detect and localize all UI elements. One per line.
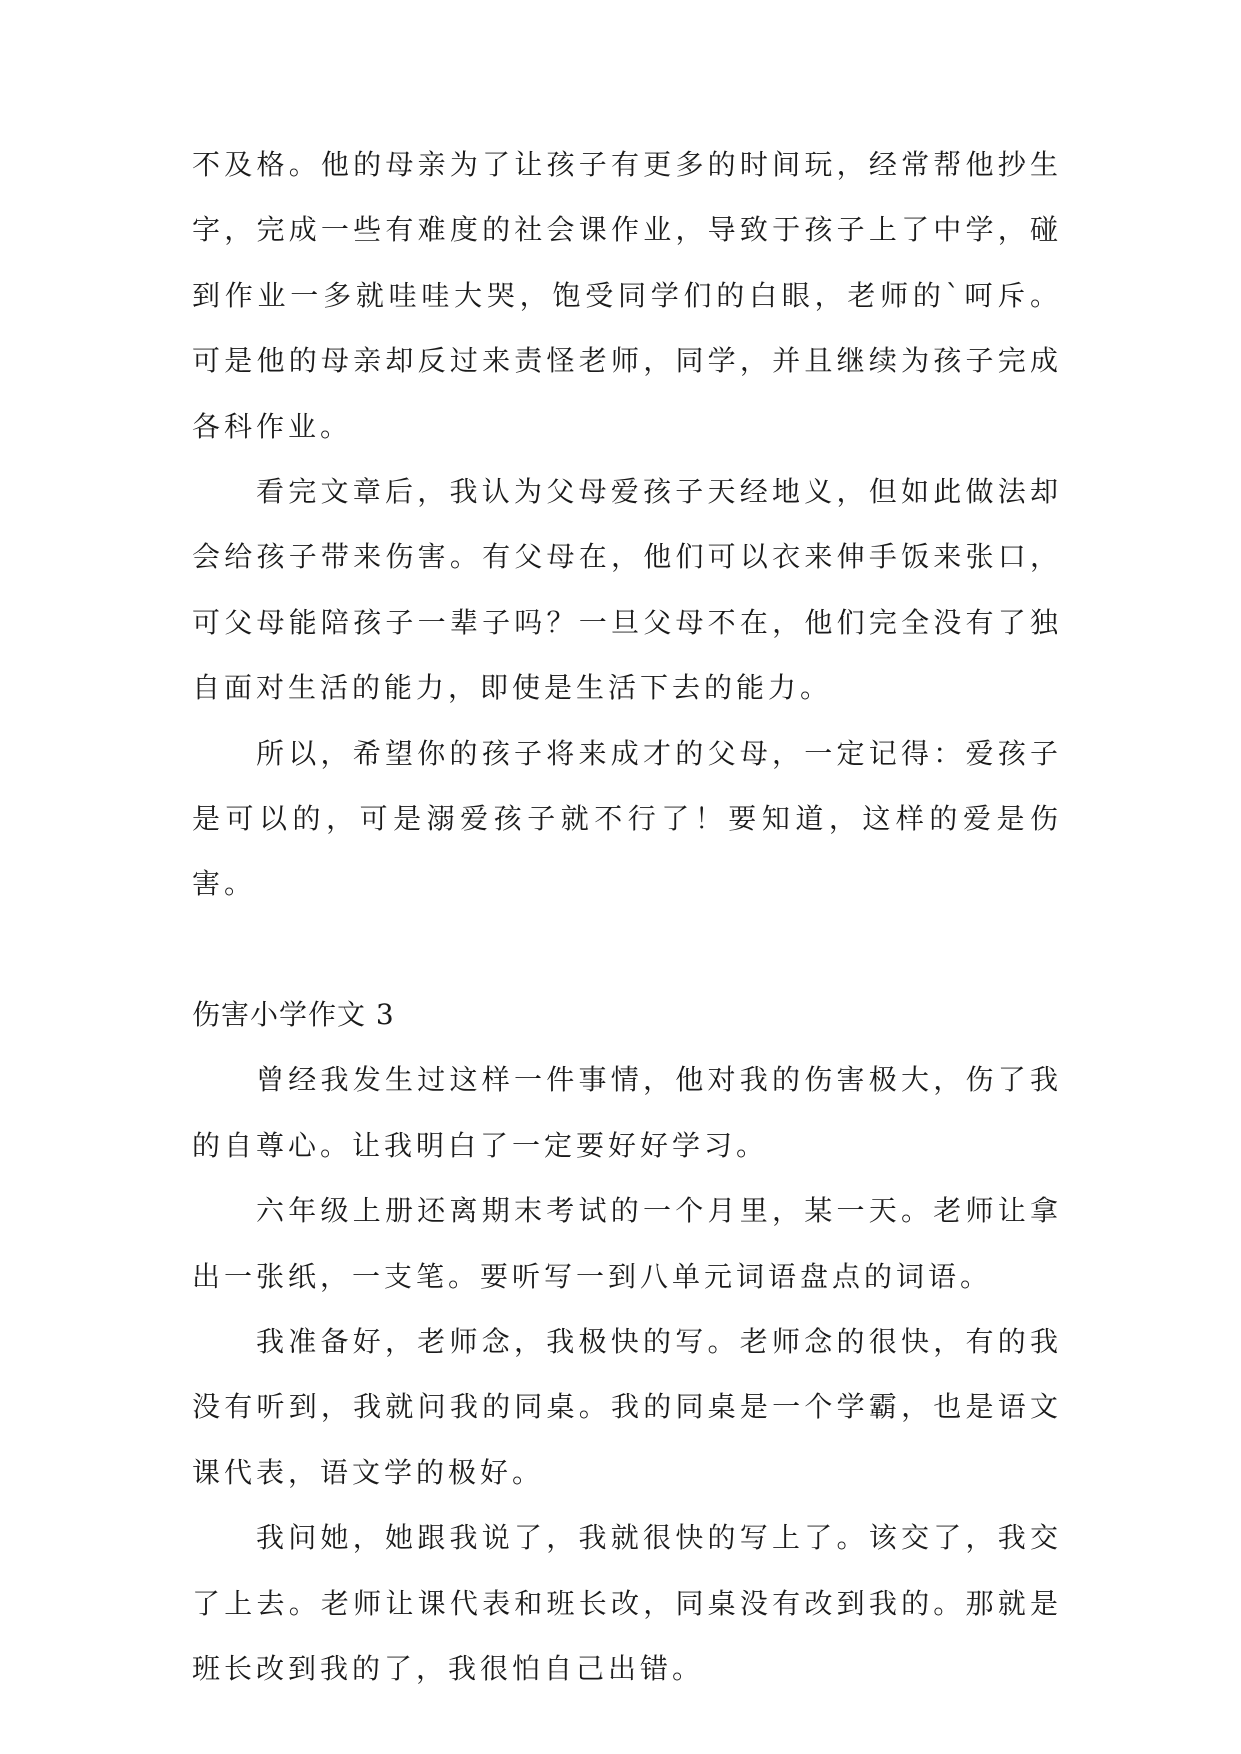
document-body: [192, 132, 1062, 1701]
paragraph: 曾经我发生过这样一件事情，他对我的伤害极大，伤了我的自尊心。让我明白了一定要好好学习。: [192, 1063, 1062, 1162]
paragraph: 看完文章后，我认为父母爱孩子天经地义，但如此做法却会给孩子带来伤害。有父母在，他们可以衣来伸手饭来张口，可父母能陪孩子一辈子吗？一旦父母不在，他们完全没有了独自面对生活的能力，即使是生活下去的能力。: [192, 475, 1062, 705]
paragraph: 六年级上册还离期末考试的一个月里，某一天。老师让拿出一张纸，一支笔。要听写一到八单元词语盘点的词语。: [192, 1194, 1062, 1293]
paragraph: 我问她，她跟我说了，我就很快的写上了。该交了，我交了上去。老师让课代表和班长改，同桌没有改到我的。那就是班长改到我的了，我很怕自己出错。: [192, 1521, 1062, 1685]
paragraph: 我准备好，老师念，我极快的写。老师念的很快，有的我没有听到，我就问我的同桌。我的同桌是一个学霸，也是语文课代表，语文学的极好。: [192, 1324, 1062, 1489]
section-title: 伤害小学作文 3: [192, 997, 395, 1031]
paragraph: 不及格。他的母亲为了让孩子有更多的时间玩，经常帮他抄生字，完成一些有难度的社会课作业，导致于孩子上了中学，碰到作业一多就哇哇大哭，饱受同学们的白眼，老师的`呵斥。可是他的母亲却反过来责怪老师，同学，并且继续为孩子完成各科作业。: [192, 148, 1062, 443]
paragraph: 所以，希望你的孩子将来成才的父母，一定记得：爱孩子是可以的，可是溺爱孩子就不行了！要知道，这样的爱是伤害。: [192, 736, 1062, 901]
section-spacer: [192, 917, 1062, 982]
